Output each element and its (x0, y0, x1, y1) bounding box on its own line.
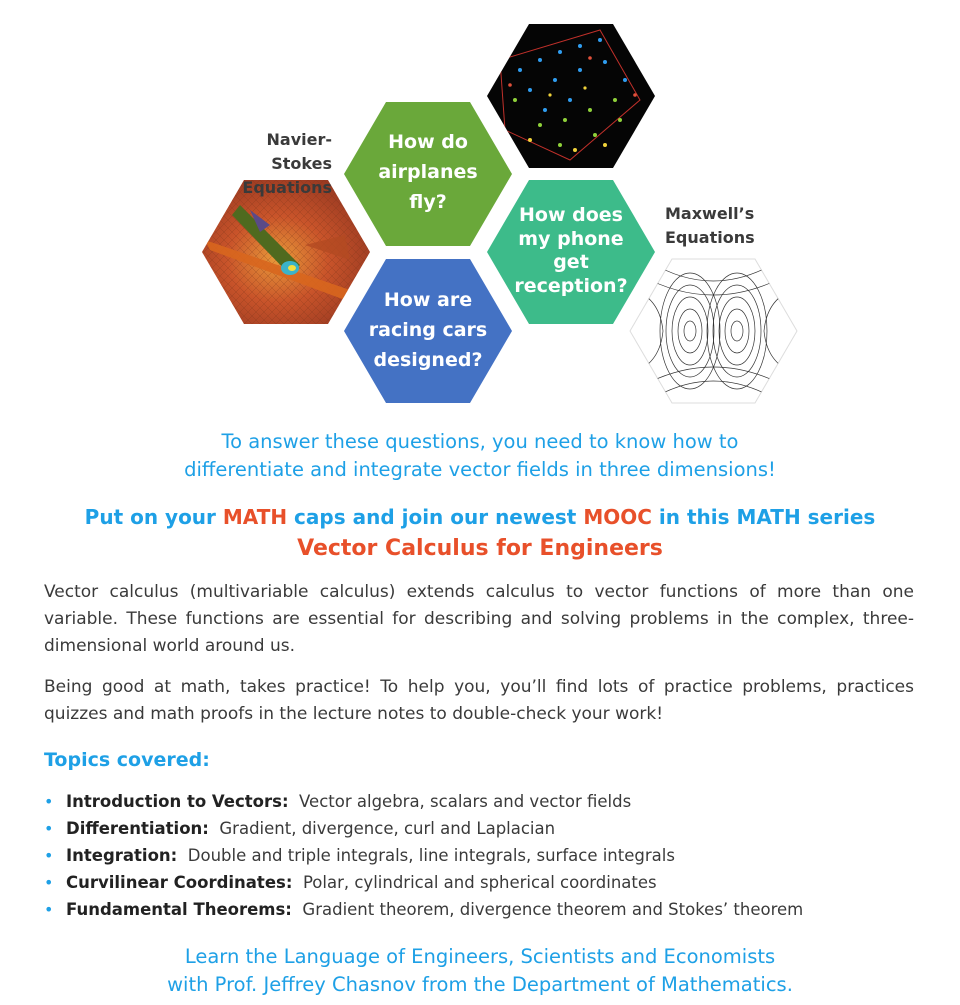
closing-text: Learn the Language of Engineers, Scientists and Economists with Prof. Jeffrey Chasnov from the Department of Mathematics. (167, 945, 793, 996)
description-paragraph: Vector calculus (multivariable calculus) extends calculus to vector functions of more than one variable. These functions are essential for describing and solving problems in the complex, three-dimensional world around us. (44, 582, 914, 656)
course-title: Vector Calculus for Engineers (297, 536, 663, 561)
maxwell-image (630, 259, 797, 403)
racing-question: How are racing cars designed? (368, 289, 488, 371)
mooc-highlight: MOOC (583, 505, 652, 529)
topics-heading: Topics covered: (44, 749, 210, 771)
headline: Put on your MATH caps and join our newest MOOC in this MATH series (84, 505, 876, 529)
practice-paragraph: Being good at math, takes practice! To help you, you’ll find lots of practice problems, practices quizzes and math proofs in the lecture notes to double-check your work! (44, 677, 914, 724)
topic-item: • Introduction to Vectors: Vector algebra, scalars and vector fields (44, 788, 924, 815)
bullet-icon: • (44, 873, 54, 892)
math-highlight: MATH (222, 505, 288, 529)
bullet-icon: • (44, 846, 54, 865)
topic-item: • Fundamental Theorems: Gradient theorem, divergence theorem and Stokes’ theorem (44, 896, 924, 923)
vector-field-image (487, 24, 655, 168)
topic-item: • Curvilinear Coordinates: Polar, cylindrical and spherical coordinates (44, 869, 924, 896)
topic-item: • Integration: Double and triple integrals, line integrals, surface integrals (44, 842, 924, 869)
phone-question: How does my phone get reception? (514, 204, 628, 297)
airplanes-question: How do airplanes fly? (378, 131, 478, 213)
topic-item: • Differentiation: Gradient, divergence, curl and Laplacian (44, 815, 924, 842)
bullet-icon: • (44, 900, 54, 919)
bullet-icon: • (44, 819, 54, 838)
topics-list (44, 788, 924, 923)
maxwell-label: Maxwell’s Equations (665, 204, 755, 247)
intro-text: To answer these questions, you need to know how to differentiate and integrate vector fields in three dimensions! (184, 430, 776, 481)
navier-stokes-label: Navier-Stokes Equations (242, 130, 332, 197)
navier-stokes-image (202, 180, 370, 324)
bullet-icon: • (44, 792, 54, 811)
